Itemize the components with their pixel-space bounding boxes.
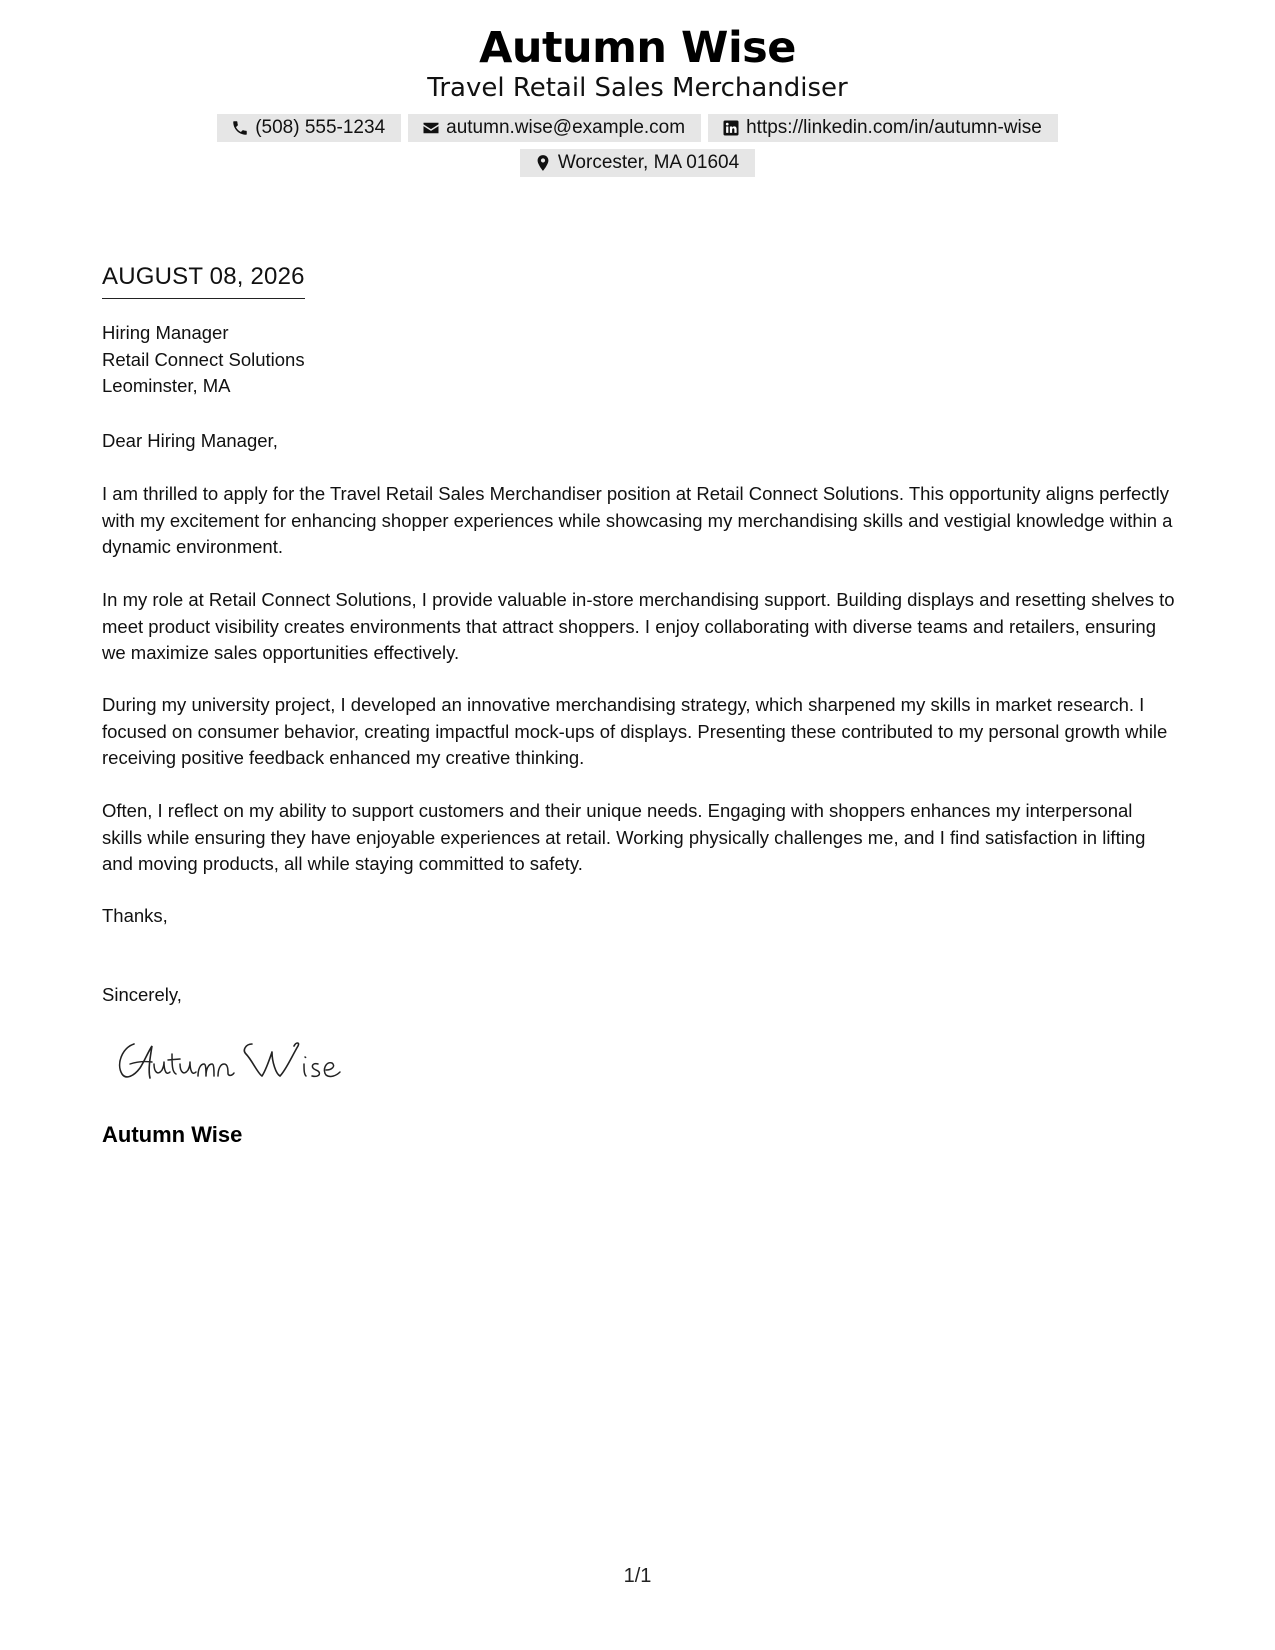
job-title: Travel Retail Sales Merchandiser [427,73,848,103]
body-paragraph: During my university project, I developed an innovative merchandising strategy, which sharpened my skills in market research. I focused on consumer behavior, creating impactful mock-ups of displays. Presenting these contributed to my personal growth while receiving positive feedback enhanced my creative thinking. [102,694,1168,768]
recipient-line: Leominster, MA [102,375,231,396]
applicant-name: Autumn Wise [479,23,796,73]
salutation: Dear Hiring Manager, [102,430,278,451]
linkedin-chip[interactable] [708,114,1058,142]
body-paragraph: In my role at Retail Connect Solutions, I provide valuable in-store merchandising support. Building displays and resetting shelves to meet product visibility creates environments that attract shoppers. I enjoy collaborating with diverse teams and retailers, ensuring we maximize sales opportunities effectively. [102,589,1175,663]
handwritten-signature [112,1030,352,1090]
phone-icon [231,119,249,137]
map-marker-icon [534,154,552,172]
phone-chip [217,114,401,142]
envelope-icon [422,119,440,137]
email-chip[interactable] [408,114,701,142]
contact-row [0,114,1275,142]
body-paragraph: I am thrilled to apply for the Travel Retail Sales Merchandiser position at Retail Connect Solutions. This opportunity aligns perfectly with my excitement for enhancing shopper experiences while showcasing my merchandising skills and vestigial knowledge within a dynamic environment. [102,483,1173,557]
location-text: Worcester, MA 01604 [557,152,740,173]
recipient-line: Hiring Manager [102,322,229,343]
linkedin-icon [722,119,740,137]
closing-line: Sincerely, [102,984,182,1005]
contact-row-location [0,149,1275,177]
thanks-line: Thanks, [102,905,168,926]
phone-text: (508) 555-1234 [255,117,386,138]
letter-date: AUGUST 08, 2026 [102,262,305,299]
location-chip [520,149,755,177]
linkedin-text[interactable]: https://linkedin.com/in/autumn-wise [746,117,1042,138]
recipient-block [102,320,305,400]
page-number: 1/1 [623,1565,652,1587]
email-text[interactable]: autumn.wise@example.com [446,117,686,138]
recipient-line: Retail Connect Solutions [102,348,305,370]
body-paragraph: Often, I reflect on my ability to support customers and their unique needs. Engaging with shoppers enhances my interpersonal skills while ensuring they have enjoyable experiences at retail. Working physically challenges me, and I find satisfaction in lifting and moving products, all while staying committed to safety. [102,800,1146,874]
signed-name: Autumn Wise [102,1122,243,1147]
